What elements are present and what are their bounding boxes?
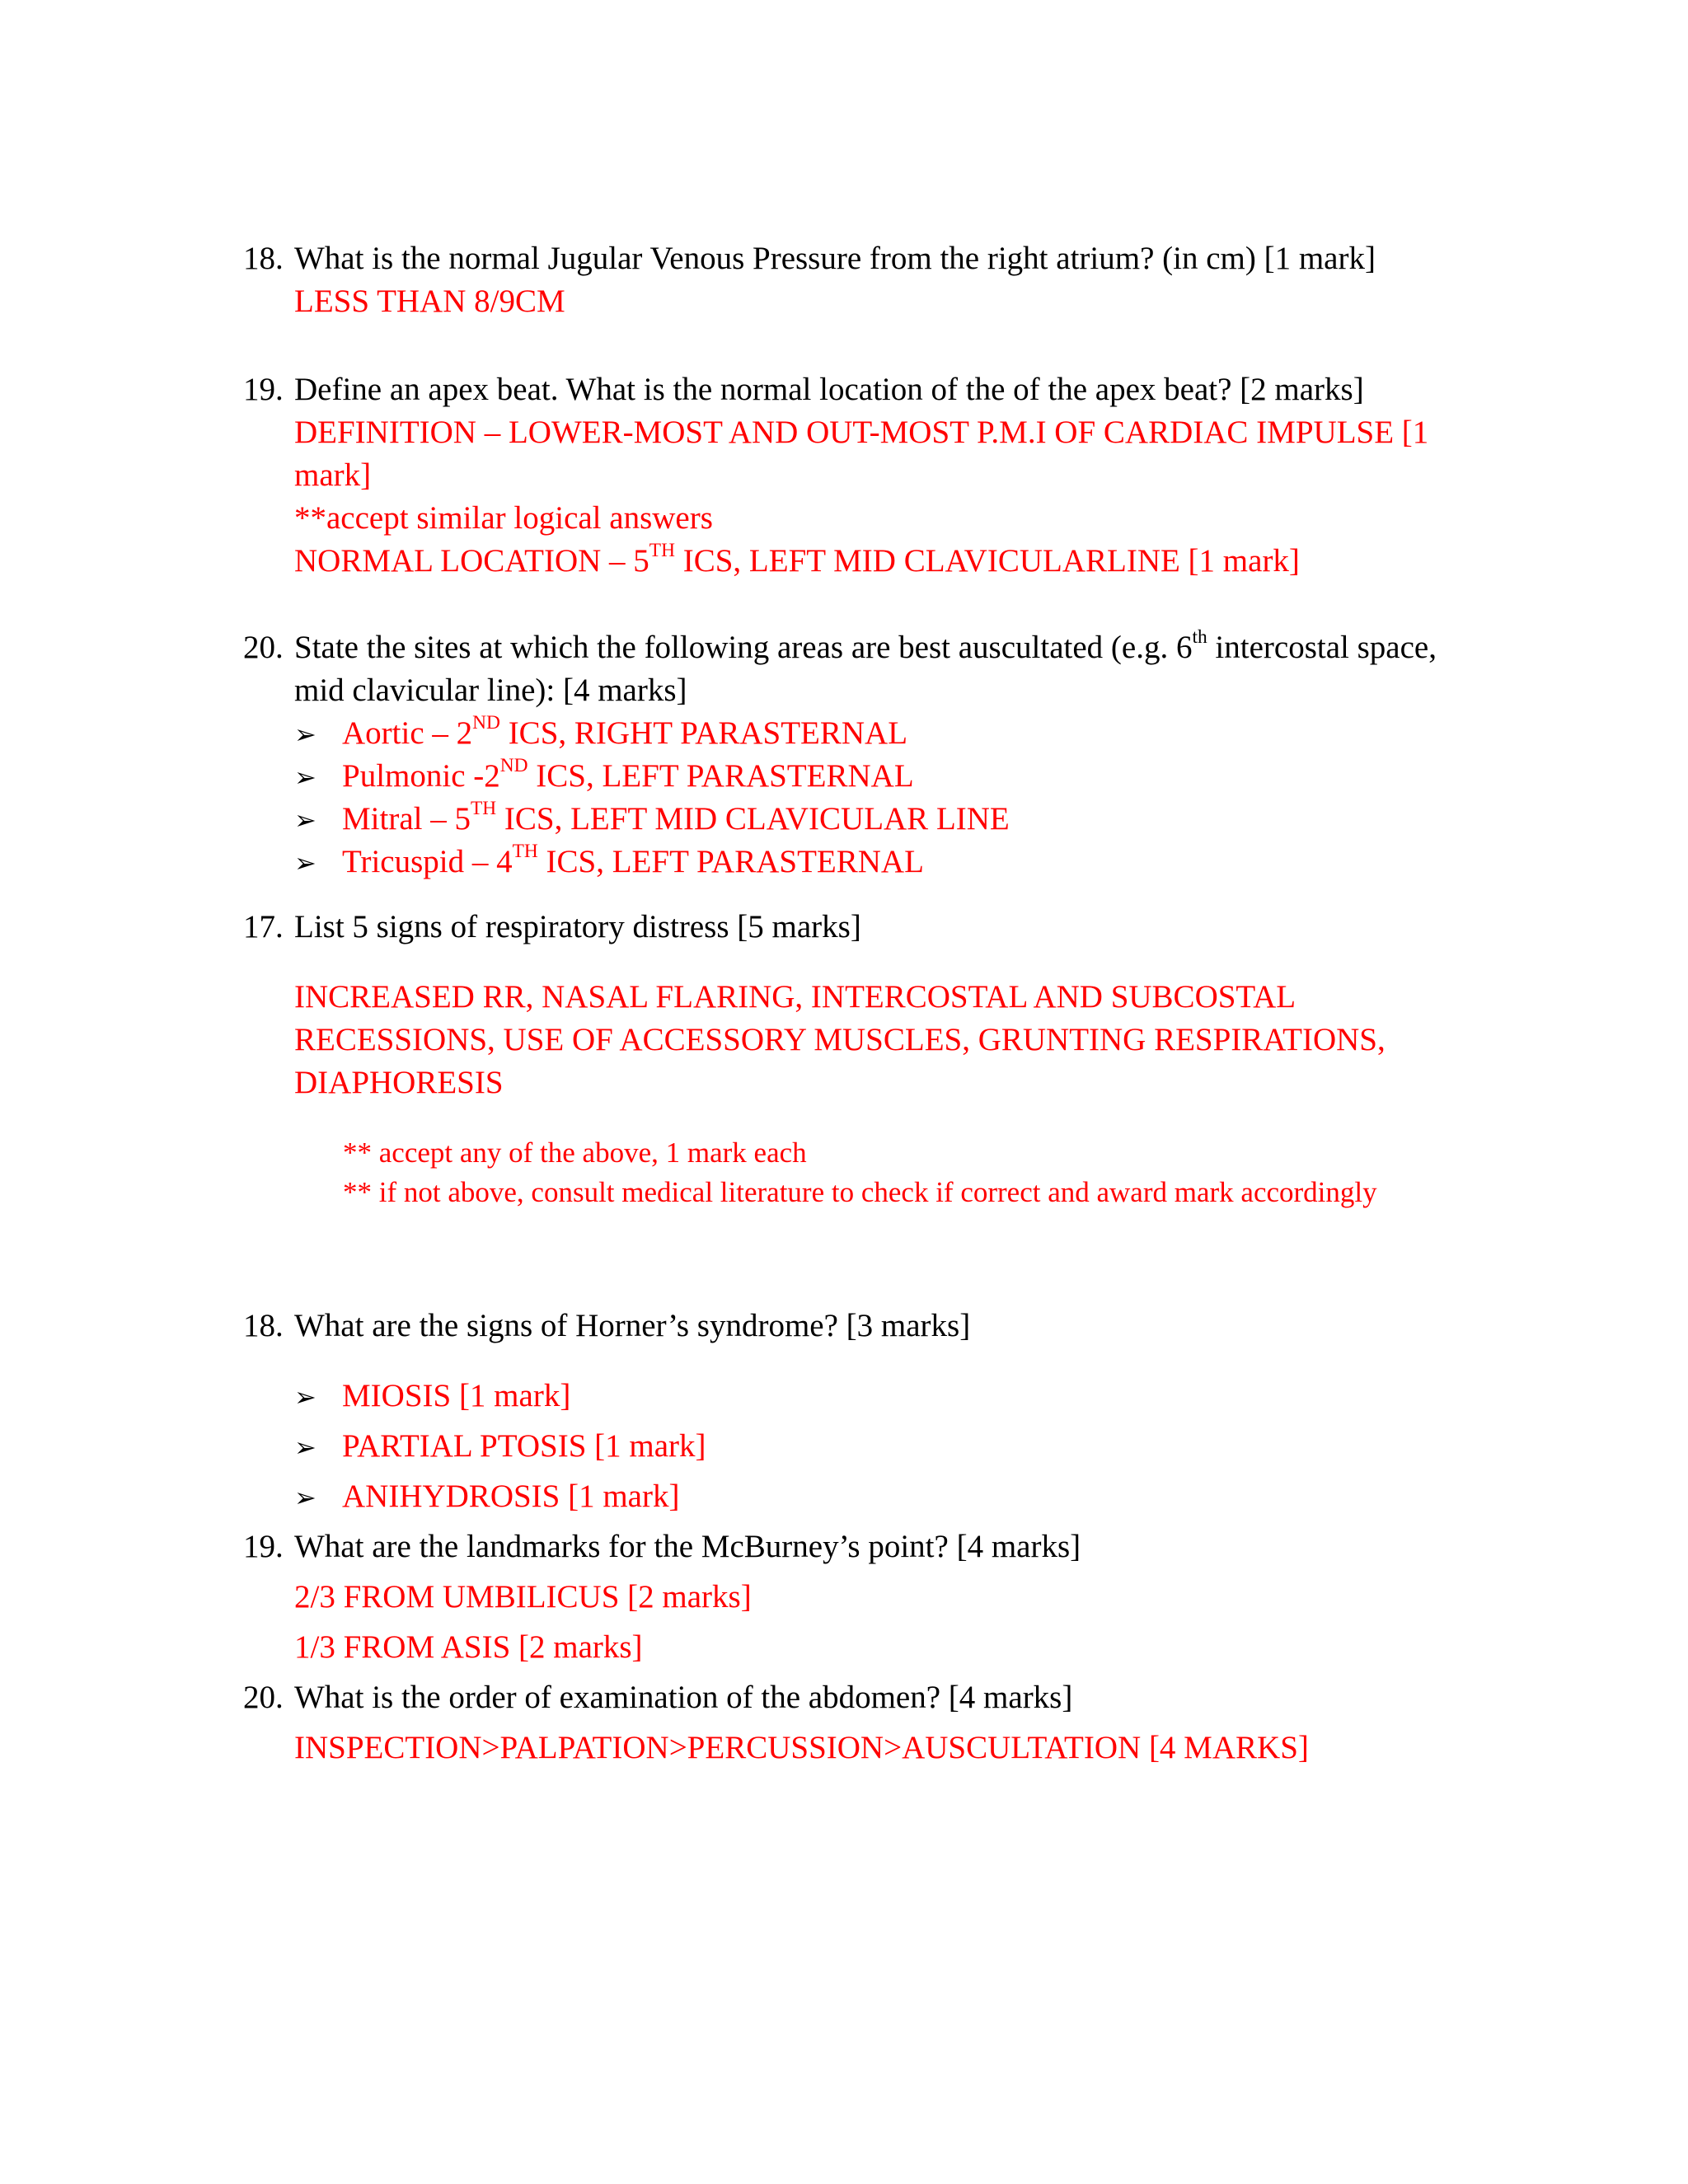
answer-19-note: **accept similar logical answers <box>294 500 713 536</box>
ordinal-superscript: th <box>1192 626 1207 649</box>
answer-17-line2: RECESSIONS, USE OF ACCESSORY MUSCLES, GRUNTING RESPIRATIONS, <box>294 1022 1386 1057</box>
list-item-anihydrosis <box>294 1475 679 1519</box>
question-19-mcburney <box>243 1526 1081 1568</box>
question-20-line2: mid clavicular line): [4 marks] <box>294 673 687 708</box>
question-20-abdomen <box>243 1676 1072 1719</box>
answer-19-location <box>294 540 1300 583</box>
question-text: State the sites at which the following areas are best auscultated (e.g. 6 <box>294 630 1193 665</box>
question-number: 18. <box>243 1308 284 1343</box>
question-number: 20. <box>243 630 284 665</box>
list-item-pulmonic <box>294 755 914 799</box>
question-text-rest: intercostal space, <box>1207 630 1437 665</box>
item-text: MIOSIS [1 mark] <box>342 1378 571 1413</box>
item-text: PARTIAL PTOSIS [1 mark] <box>342 1428 706 1464</box>
question-number: 18. <box>243 241 284 276</box>
arrowhead-bullet-icon: ➢ <box>294 1482 316 1513</box>
ordinal-superscript: ND <box>472 712 500 734</box>
question-19-apex-beat <box>243 368 1364 411</box>
answer-17-line3: DIAPHORESIS <box>294 1065 504 1100</box>
item-text-rest: ICS, LEFT PARASTERNAL <box>528 758 914 794</box>
item-text-rest: ICS, LEFT PARASTERNAL <box>537 844 924 879</box>
question-text: Define an apex beat. What is the normal location of the of the apex beat? [2 marks] <box>294 372 1364 407</box>
answer-17-line1: INCREASED RR, NASAL FLARING, INTERCOSTAL AND SUBCOSTAL <box>294 979 1296 1015</box>
question-17-respiratory-distress <box>243 906 861 949</box>
list-item-ptosis <box>294 1425 706 1469</box>
item-text: Mitral – 5 <box>342 801 471 837</box>
item-text: Pulmonic -2 <box>342 758 500 794</box>
item-text-rest: ICS, RIGHT PARASTERNAL <box>499 715 908 751</box>
answer-19-umbilicus: 2/3 FROM UMBILICUS [2 marks] <box>294 1579 752 1615</box>
arrowhead-bullet-icon: ➢ <box>294 847 316 879</box>
arrowhead-bullet-icon: ➢ <box>294 1432 316 1463</box>
question-text: What is the normal Jugular Venous Pressure from the right atrium? (in cm) [1 mark] <box>294 241 1376 276</box>
question-text: What are the signs of Horner’s syndrome? [3 marks] <box>294 1308 971 1343</box>
question-18-jvp <box>243 237 1376 280</box>
location-text: NORMAL LOCATION – 5 <box>294 543 649 579</box>
answer-19-definition-line1: DEFINITION – LOWER-MOST AND OUT-MOST P.M.I OF CARDIAC IMPULSE [1 <box>294 415 1429 450</box>
question-18-horners <box>243 1305 970 1347</box>
answer-17-note2: ** if not above, consult medical literature to check if correct and award mark accordingly <box>343 1176 1377 1208</box>
question-number: 19. <box>243 372 284 407</box>
answer-18-jvp: LESS THAN 8/9CM <box>294 284 565 319</box>
answer-20-abdomen: INSPECTION>PALPATION>PERCUSSION>AUSCULTATION [4 MARKS] <box>294 1730 1309 1765</box>
list-item-aortic <box>294 712 907 756</box>
answer-17-note1: ** accept any of the above, 1 mark each <box>343 1137 807 1169</box>
answer-19-definition-line2: mark] <box>294 457 372 493</box>
question-text: What is the order of examination of the abdomen? [4 marks] <box>294 1680 1073 1715</box>
ordinal-superscript: TH <box>470 798 497 820</box>
item-text: Aortic – 2 <box>342 715 473 751</box>
ordinal-superscript: ND <box>499 755 528 777</box>
list-item-tricuspid <box>294 841 924 884</box>
list-item-mitral <box>294 798 1010 841</box>
item-text-rest: ICS, LEFT MID CLAVICULAR LINE <box>496 801 1010 837</box>
question-20-auscultation <box>243 626 1437 669</box>
item-text: Tricuspid – 4 <box>342 844 513 879</box>
arrowhead-bullet-icon: ➢ <box>294 804 316 836</box>
arrowhead-bullet-icon: ➢ <box>294 762 316 793</box>
question-text: List 5 signs of respiratory distress [5 marks] <box>294 909 861 944</box>
question-number: 17. <box>243 909 284 944</box>
answer-19-asis: 1/3 FROM ASIS [2 marks] <box>294 1629 643 1665</box>
list-item-miosis <box>294 1375 570 1418</box>
question-number: 20. <box>243 1680 284 1715</box>
question-number: 19. <box>243 1529 284 1564</box>
item-text: ANIHYDROSIS [1 mark] <box>342 1479 680 1514</box>
ordinal-superscript: TH <box>512 841 538 863</box>
arrowhead-bullet-icon: ➢ <box>294 719 316 750</box>
question-text: What are the landmarks for the McBurney’s point? [4 marks] <box>294 1529 1081 1564</box>
location-text-rest: ICS, LEFT MID CLAVICULARLINE [1 mark] <box>674 543 1300 579</box>
arrowhead-bullet-icon: ➢ <box>294 1381 316 1413</box>
ordinal-superscript: TH <box>649 540 675 562</box>
